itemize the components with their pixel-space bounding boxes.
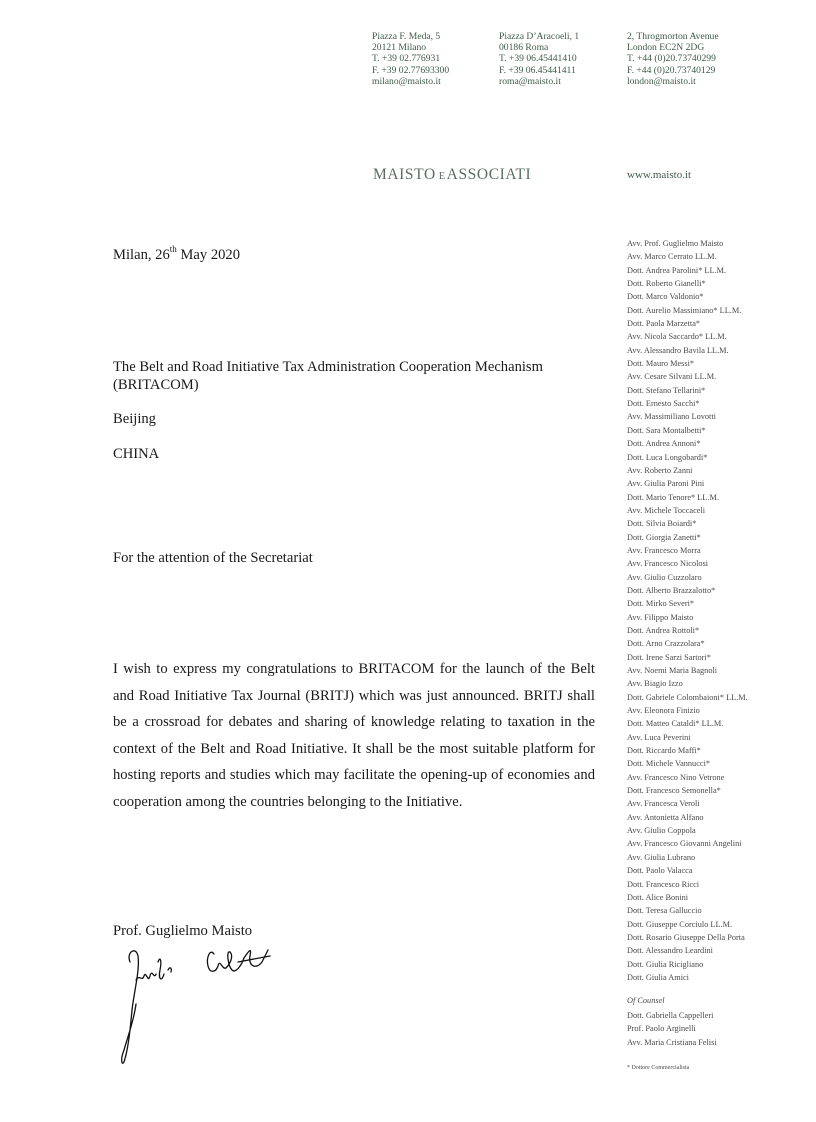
associate-name: Dott. Andrea Parolini* LL.M. <box>627 265 727 275</box>
handwritten-signature <box>118 940 278 1070</box>
associate-name: Dott. Aurelio Massimiano* LL.M. <box>627 305 742 315</box>
associate-name: Avv. Antonietta Alfano <box>627 812 704 822</box>
address-line: F. +39 02.77693300 <box>372 64 450 76</box>
associate-name: Avv. Massimiliano Lovotti <box>627 412 716 422</box>
associate-name: Dott. Luca Longobardi* <box>627 452 708 462</box>
associate-name: Avv. Luca Peverini <box>627 732 691 742</box>
counsel-name: Prof. Paolo Arginelli <box>627 1024 696 1034</box>
address-line: T. +39 06.45441410 <box>499 53 577 65</box>
address-line: milano@maisto.it <box>372 75 441 87</box>
address-line: T. +44 (0)20.73740299 <box>627 53 716 65</box>
associate-name: Dott. Ernesto Sacchi* <box>627 399 700 409</box>
associate-name: Avv. Francesco Giovanni Angelini <box>627 839 742 849</box>
associate-name: Dott. Giorgia Zanetti* <box>627 532 701 542</box>
address-line: F. +44 (0)20.73740129 <box>627 64 716 76</box>
office-address-milano <box>372 31 449 87</box>
associate-name: Dott. Sara Montalbetti* <box>627 425 706 435</box>
date-suffix: th <box>169 244 177 254</box>
associates-list <box>627 237 748 984</box>
address-line: 00186 Roma <box>499 42 549 54</box>
associate-name: Dott. Roberto Gianelli* <box>627 279 706 289</box>
associate-name: Dott. Silvia Boiardi* <box>627 519 697 529</box>
letter-date <box>113 246 240 264</box>
associate-name: Dott. Marco Valdonio* <box>627 292 704 302</box>
associate-name: Dott. Francesco Semonella* <box>627 786 721 796</box>
attention-line: For the attention of the Secretariat <box>113 550 313 566</box>
associate-name: Dott. Mario Tenore* LL.M. <box>627 492 719 502</box>
address-line: Piazza F. Meda, 5 <box>372 31 441 42</box>
associate-name: Avv. Eleonora Finizio <box>627 706 700 716</box>
associate-name: Dott. Andrea Rottoli* <box>627 625 700 635</box>
associate-name: Avv. Noemi Maria Bagnoli <box>627 666 718 675</box>
associate-name: Avv. Giulio Cuzzolaro <box>627 572 702 582</box>
logo-word-associati: ASSOCIATI <box>446 166 532 183</box>
associate-name: Avv. Alessandro Bavila LL.M. <box>627 345 729 355</box>
of-counsel-list <box>627 1009 717 1049</box>
associate-name: Dott. Alessandro Leardini <box>627 946 713 956</box>
office-address-roma <box>499 31 579 87</box>
associate-name: Dott. Riccardo Maffi* <box>627 746 701 756</box>
address-line: T. +39 02.776931 <box>372 53 441 65</box>
associate-name: Avv. Roberto Zanni <box>627 465 693 475</box>
associate-name: Avv. Francesco Morra <box>627 545 701 555</box>
associate-name: Dott. Francesco Ricci <box>627 879 700 889</box>
address-line: 20121 Milano <box>372 42 427 54</box>
date-prefix: Milan, 26 <box>113 247 170 263</box>
address-line: F. +39 06.45441411 <box>499 64 576 76</box>
associate-name: Avv. Biagio Izzo <box>627 679 683 689</box>
footnote: * Dottore Commercialista <box>627 1065 690 1071</box>
address-line: London EC2N 2DG <box>627 42 705 54</box>
associate-name: Dott. Arno Crazzolara* <box>627 639 705 649</box>
firm-logo <box>373 166 531 184</box>
logo-word-maisto: MAISTO <box>373 166 436 183</box>
associate-name: Dott. Alice Bonini <box>627 892 689 902</box>
associate-name: Avv. Michele Toccaceli <box>627 505 706 515</box>
associate-name: Dott. Mirko Severi* <box>627 599 695 609</box>
date-rest: May 2020 <box>176 247 241 263</box>
associate-name: Dott. Teresa Galluccio <box>627 906 702 916</box>
address-line: london@maisto.it <box>627 75 696 87</box>
associate-name: Dott. Andrea Annoni* <box>627 439 701 449</box>
counsel-name: Dott. Gabriella Cappelleri <box>627 1011 714 1020</box>
associate-name: Dott. Paolo Valacca <box>627 866 693 876</box>
associate-name: Avv. Francesco Nicolosi <box>627 559 709 569</box>
associate-name: Avv. Cesare Silvani LL.M. <box>627 372 717 382</box>
recipient-country: CHINA <box>113 446 160 462</box>
associate-name: Dott. Gabriele Colombaioni* LL.M. <box>627 692 748 702</box>
associate-name: Dott. Mauro Messi* <box>627 359 695 369</box>
associate-name: Dott. Rosario Giuseppe Della Porta <box>627 932 745 942</box>
associate-name: Dott. Giulia Ricigliano <box>627 959 704 969</box>
associate-name: Dott. Irene Sarzi Sartori* <box>627 652 711 662</box>
associate-name: Dott. Giuseppe Corciulo LL.M. <box>627 919 733 929</box>
associate-name: Avv. Francesco Nino Vetrone <box>627 772 725 782</box>
associate-name: Avv. Filippo Maisto <box>627 612 694 622</box>
associate-name: Avv. Marco Cerrato LL.M. <box>627 252 717 262</box>
recipient-city: Beijing <box>113 411 156 427</box>
of-counsel-heading: Of Counsel <box>627 996 665 1005</box>
recipient-name: The Belt and Road Initiative Tax Administration Cooperation Mechanism (BRITACOM) <box>113 359 543 393</box>
website-url: www.maisto.it <box>627 169 692 181</box>
associate-name: Avv. Giulia Lubrano <box>627 852 696 862</box>
associate-name: Dott. Matteo Cataldi* LL.M. <box>627 719 724 729</box>
signer-name: Prof. Guglielmo Maisto <box>113 923 253 939</box>
associate-name: Avv. Giulio Coppola <box>627 826 696 836</box>
associate-name: Avv. Giulia Paroni Pini <box>627 479 705 489</box>
address-line: 2, Throgmorton Avenue <box>627 31 719 42</box>
office-address-london <box>627 31 719 87</box>
associate-name: Dott. Paola Marzetta* <box>627 319 701 329</box>
associate-name: Dott. Giulia Amici <box>627 972 689 982</box>
associate-name: Dott. Alberto Brazzalotto* <box>627 585 716 595</box>
associate-name: Avv. Prof. Guglielmo Maisto <box>627 239 724 248</box>
logo-word-e: E <box>438 171 446 182</box>
associate-name: Dott. Michele Vannucci* <box>627 759 711 769</box>
letter-body: I wish to express my congratulations to BRITACOM for the launch of the Belt and Road Initiative Tax Journal (BRITJ) which was just announced. BRITJ shall be a crossroad for debates and sharing of knowledge relating to taxation in the context of the Belt and Road Initiative. It shall be the most suitable platform for hosting reports and studies which may facilitate the opening-up of economies and cooperation among the countries belonging to the Initiative. <box>113 661 595 810</box>
address-line: Piazza D’Aracoeli, 1 <box>499 31 580 42</box>
address-line: roma@maisto.it <box>499 75 561 87</box>
associate-name: Dott. Stefano Tellarini* <box>627 385 706 395</box>
counsel-name: Avv. Maria Cristiana Felisi <box>627 1037 717 1047</box>
associate-name: Avv. Francesca Veroli <box>627 799 700 809</box>
associate-name: Avv. Nicola Saccardo* LL.M. <box>627 332 727 342</box>
